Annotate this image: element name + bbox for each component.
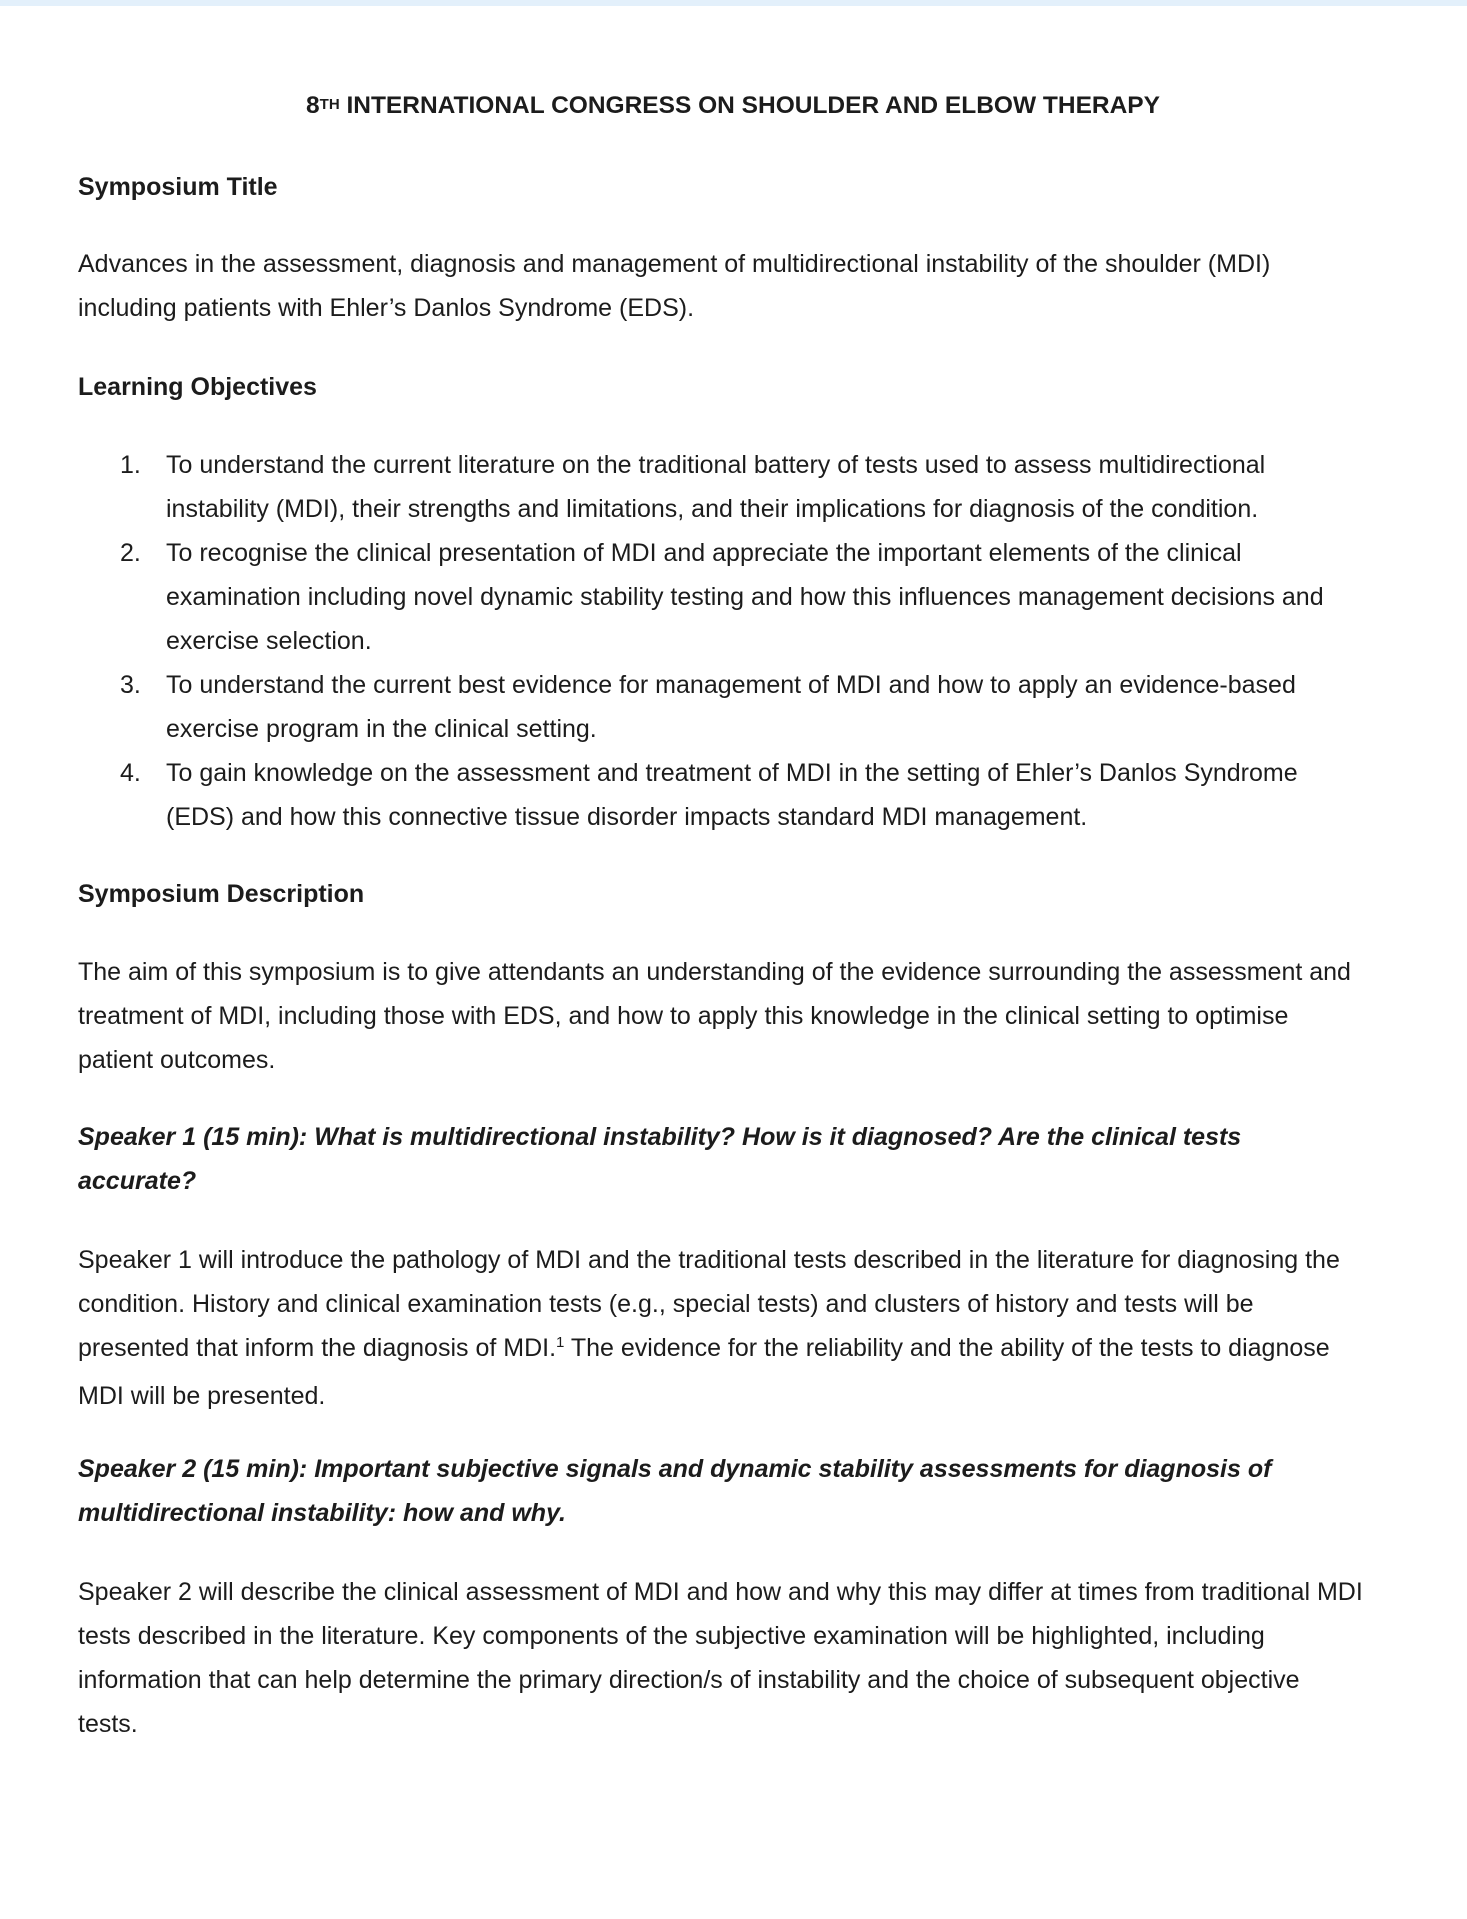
objective-line: instability (MDI), their strengths and limitations, and their implications for diagnosis of the condition.	[166, 495, 1259, 523]
speaker1-title-line: Speaker 1 (15 min): What is multidirectional instability? How is it diagnosed? Are the clinical tests	[78, 1123, 1242, 1151]
speaker1-body-text: presented that inform the diagnosis of MDI.	[78, 1334, 557, 1362]
speaker2-title-line: multidirectional instability: how and why.	[78, 1499, 567, 1527]
speaker1-body-line: MDI will be presented.	[78, 1382, 326, 1410]
speaker1-body	[78, 1238, 1398, 1418]
objective-line: To gain knowledge on the assessment and treatment of MDI in the setting of Ehler’s Danlos Syndrome	[166, 759, 1298, 787]
objective-item	[78, 443, 1398, 531]
top-strip	[0, 0, 1467, 6]
speaker1-body-line: Speaker 1 will introduce the pathology of MDI and the traditional tests described in the literature for diagnosing the	[78, 1246, 1340, 1274]
objective-item	[78, 531, 1398, 663]
objective-line: To understand the current best evidence for management of MDI and how to apply an evidence-based	[166, 671, 1296, 699]
heading-ordinal-suffix: TH	[319, 96, 340, 113]
heading-title: INTERNATIONAL CONGRESS ON SHOULDER AND ELBOW THERAPY	[346, 92, 1160, 119]
speaker2-body-line: information that can help determine the primary direction/s of instability and the choice of subsequent objective	[78, 1666, 1300, 1694]
symposium-title-text	[78, 242, 1398, 330]
symposium-description-text	[78, 950, 1398, 1082]
objective-number: 1.	[120, 451, 141, 479]
speaker1-title	[78, 1115, 1398, 1203]
reference-superscript: 1	[556, 1334, 565, 1351]
objective-number: 3.	[120, 671, 141, 699]
speaker2-body-line: tests described in the literature. Key components of the subjective examination will be highlighted, including	[78, 1622, 1265, 1650]
objective-line: To recognise the clinical presentation of MDI and appreciate the important elements of the clinical	[166, 539, 1242, 567]
congress-heading	[78, 92, 1388, 120]
symposium-description-heading: Symposium Description	[78, 880, 365, 908]
objective-line: examination including novel dynamic stability testing and how this influences management decisions and	[166, 583, 1324, 611]
speaker1-body-text: The evidence for the reliability and the ability of the tests to diagnose	[564, 1334, 1330, 1362]
speaker1-body-line: condition. History and clinical examination tests (e.g., special tests) and clusters of history and tests will be	[78, 1290, 1254, 1318]
description-line: treatment of MDI, including those with EDS, and how to apply this knowledge in the clinical setting to optimise	[78, 1002, 1289, 1030]
objective-line: To understand the current literature on the traditional battery of tests used to assess multidirectional	[166, 451, 1266, 479]
speaker2-body-line: tests.	[78, 1710, 138, 1738]
objective-line: (EDS) and how this connective tissue disorder impacts standard MDI management.	[166, 803, 1088, 831]
symposium-title-heading: Symposium Title	[78, 173, 278, 201]
speaker2-title-line: Speaker 2 (15 min): Important subjective signals and dynamic stability assessments for diagnosis of	[78, 1455, 1272, 1483]
speaker2-body	[78, 1570, 1398, 1746]
objective-line: exercise program in the clinical setting.	[166, 715, 597, 743]
learning-objectives-heading: Learning Objectives	[78, 373, 317, 401]
objective-item	[78, 751, 1398, 839]
objective-number: 2.	[120, 539, 141, 567]
speaker1-body-line	[78, 1326, 1398, 1374]
description-line: The aim of this symposium is to give attendants an understanding of the evidence surrounding the assessment and	[78, 958, 1351, 986]
description-line: patient outcomes.	[78, 1046, 276, 1074]
objective-number: 4.	[120, 759, 141, 787]
speaker2-title	[78, 1447, 1398, 1535]
symposium-title-line: Advances in the assessment, diagnosis and management of multidirectional instability of the shoulder (MDI)	[78, 250, 1271, 278]
symposium-title-line: including patients with Ehler’s Danlos Syndrome (EDS).	[78, 294, 695, 322]
learning-objectives-list	[78, 443, 1398, 839]
speaker1-title-line: accurate?	[78, 1167, 197, 1195]
speaker2-body-line: Speaker 2 will describe the clinical assessment of MDI and how and why this may differ at times from traditional MDI	[78, 1578, 1363, 1606]
objective-line: exercise selection.	[166, 627, 372, 655]
heading-ordinal-number: 8	[306, 92, 320, 119]
objective-item	[78, 663, 1398, 751]
